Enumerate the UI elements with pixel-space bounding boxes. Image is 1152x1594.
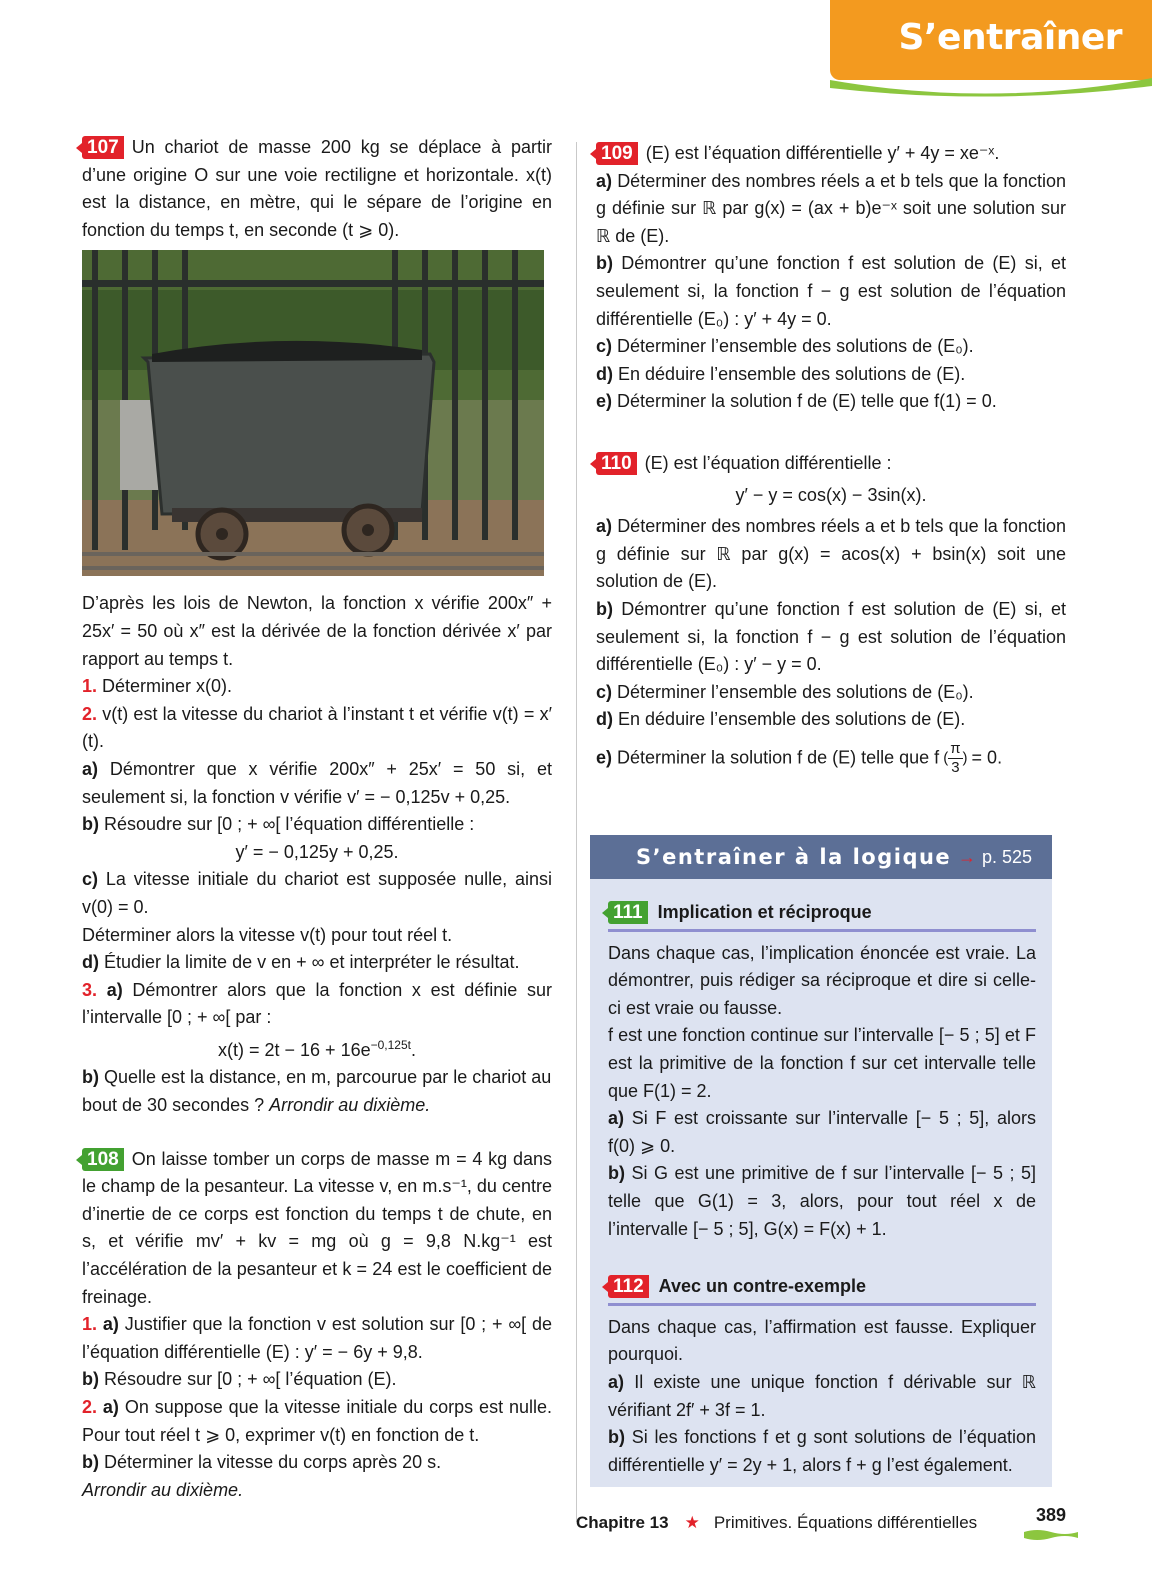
ex109-intro: 109 (E) est l’équation différentielle y′ + 4y = xe⁻ˣ. (596, 140, 1066, 168)
ex110-intro: 110 (E) est l’équation différentielle : (596, 450, 1066, 478)
ex107-q2b: b) Résoudre sur [0 ; + ∞[ l’équation différentielle : (82, 814, 475, 835)
footer-chapter: Chapitre 13 (576, 1513, 669, 1532)
ex110-e: e) Déterminer la solution f de (E) telle que f ( $\frac{\pi}{3}$ ) = 0. (596, 739, 1003, 776)
ex109-c: c) Déterminer l’ensemble des solutions de (E₀). (596, 336, 974, 357)
logic-page-ref[interactable]: → p. 525 (957, 847, 1032, 867)
ex107-q2b-equation: y′ = − 0,125y + 0,25. (235, 841, 399, 862)
banner-swoosh-graphic (830, 56, 1152, 108)
exercise-108 (82, 1146, 552, 1505)
ex108-q2a: 2. a) On suppose que la vitesse initiale du corps est nulle. Pour tout réel t ⩾ 0, exprimer v(t) en fonction de t. (82, 1397, 552, 1445)
section-title: S’entraîner (898, 17, 1122, 58)
ex112-header: 112 Avec un contre-exemple (608, 1273, 1036, 1306)
ex109-d: d) En déduire l’ensemble des solutions de (E). (596, 363, 966, 384)
exercise-number: 110 (596, 452, 637, 475)
ex107-q3a: 3. a) Démontrer alors que la fonction x est définie sur l’intervalle [0 ; + ∞[ par : (82, 979, 552, 1028)
page-number: 389 (1035, 1505, 1067, 1525)
ex110-b: b) Démontrer qu’une fonction f est solution de (E) si, et seulement si, la fonction f − g est solution de l’équation différentielle (E₀) : y′ − y = 0. (596, 598, 1066, 675)
ex111-header: 111 Implication et réciproque (608, 899, 1036, 932)
exercise-107 (82, 134, 552, 1120)
ex112-a: a) Il existe une unique fonction f dérivable sur ℝ vérifiant 2f′ + 3f = 1. (608, 1371, 1036, 1420)
ex111-intro: Dans chaque cas, l’implication énoncée est vraie. La démontrer, puis rédiger sa réciproque et dire si celle-ci est vraie ou fausse. (608, 942, 1036, 1018)
ex110-d: d) En déduire l’ensemble des solutions de (E). (596, 709, 966, 730)
exercise-111 (608, 899, 1036, 1243)
ex112-intro: Dans chaque cas, l’affirmation est fausse. Expliquer pourquoi. (608, 1316, 1036, 1365)
logic-body (608, 899, 1036, 1479)
ex111-b: b) Si G est une primitive de f sur l’intervalle [− 5 ; 5] telle que G(1) = 3, alors, pour tout réel x de l’intervalle [− 5 ; 5], G(x) = F(x) + 1. (608, 1163, 1036, 1239)
right-column (596, 140, 1066, 777)
mine-cart-photo (82, 250, 544, 576)
column-divider (576, 142, 577, 1522)
ex108-hint: Arrondir au dixième. (82, 1479, 244, 1500)
ex111-context: f est une fonction continue sur l’intervalle [− 5 ; 5] et F est la primitive de la fonction f sur cet intervalle telle que F(1) = 2. (608, 1025, 1036, 1101)
exercise-number: 107 (82, 136, 124, 159)
exercise-112 (608, 1273, 1036, 1479)
ex107-q2c-cont: Déterminer alors la vitesse v(t) pour tout réel t. (82, 924, 453, 945)
ex107-q2: 2. v(t) est la vitesse du chariot à l’instant t et vérifie v(t) = x′(t). (82, 703, 552, 752)
ex107-intro: 107 Un chariot de masse 200 kg se déplace à partir d’une origine O sur une voie rectiligne et horizontale. x(t) est la distance, en mètre, qui le sépare de l’origine en fonction du temps t, en seconde (t ⩾ 0). (82, 137, 552, 240)
arrow-right-icon: → (957, 847, 976, 867)
ex107-q1: 1. Déterminer x(0). (82, 676, 233, 697)
exercise-110 (596, 450, 1066, 777)
ex107-q2d: d) Étudier la limite de v en + ∞ et interpréter le résultat. (82, 952, 520, 973)
logic-title: S’entraîner à la logique (636, 845, 952, 869)
ex108-intro: 108 On laisse tomber un corps de masse m = 4 kg dans le champ de la pesanteur. La vitesse v, en m.s⁻¹, du centre d’inertie de ce corps est fonction du temps t de chute, en s, et vérifie mv′ + kv = mg où g = 9,8 N.kg⁻¹ est l’accélération de la pesanteur et k = 24 est le coefficient de freinage. (82, 1148, 552, 1307)
page-number-underline (1022, 1526, 1080, 1542)
ex112-b: b) Si les fonctions f et g sont solutions de l’équation différentielle y′ = 2y + 1, alors f + g l’est également. (608, 1427, 1036, 1475)
left-column (82, 134, 552, 1504)
exercise-109 (596, 140, 1066, 416)
ex108-q1a: 1. a) Justifier que la fonction v est solution sur [0 ; + ∞[ de l’équation différentielle (E) : y′ = − 6y + 9,8. (82, 1314, 552, 1362)
ex107-newton: D’après les lois de Newton, la fonction x vérifie 200x″ + 25x′ = 50 où x″ est la dérivée de la fonction dérivée x′ par rapport au temps t. (82, 593, 552, 669)
ex109-a: a) Déterminer des nombres réels a et b tels que la fonction g définie sur ℝ par g(x) = (ax + b)e⁻ˣ soit une solution sur ℝ de (E). (596, 170, 1066, 246)
exercise-number: 111 (608, 901, 648, 924)
logic-section (590, 835, 1052, 1487)
ex110-c: c) Déterminer l’ensemble des solutions de (E₀). (596, 681, 974, 702)
exercise-number: 112 (608, 1275, 649, 1298)
ex107-q2a: a) Démontrer que x vérifie 200x″ + 25x′ = 50 si, et seulement si, la fonction v vérifie v′ = − 0,125v + 0,25. (82, 758, 552, 807)
ex107-q2c: c) La vitesse initiale du chariot est supposée nulle, ainsi v(0) = 0. (82, 869, 552, 917)
ex108-q1b: b) Résoudre sur [0 ; + ∞[ l’équation (E). (82, 1369, 397, 1390)
ex109-b: b) Démontrer qu’une fonction f est solution de (E) si, et seulement si, la fonction f − g est solution de l’équation différentielle (E₀) : y′ + 4y = 0. (596, 253, 1066, 329)
logic-header (590, 835, 1052, 879)
ex110-a: a) Déterminer des nombres réels a et b tels que la fonction g définie sur ℝ par g(x) = acos(x) + bsin(x) soit une solution de (E). (596, 516, 1066, 592)
star-icon: ★ (684, 1513, 700, 1532)
ex107-q3b: b) Quelle est la distance, en m, parcourue par le chariot au bout de 30 secondes ? Arrondir au dixième. (82, 1067, 552, 1116)
page-footer (576, 1510, 1076, 1536)
ex111-a: a) Si F est croissante sur l’intervalle [− 5 ; 5], alors f(0) ⩾ 0. (608, 1108, 1036, 1156)
exercise-number: 108 (82, 1148, 124, 1171)
ex108-q2b: b) Déterminer la vitesse du corps après 20 s. (82, 1452, 442, 1473)
footer-title: Primitives. Équations différentielles (713, 1513, 978, 1532)
ex109-e: e) Déterminer la solution f de (E) telle que f(1) = 0. (596, 391, 997, 412)
exercise-number: 109 (596, 142, 638, 165)
ex107-q3a-equation: $x(t) = 2t - 16 + 16e^{-0,125t}$. (218, 1037, 416, 1060)
ex110-equation: y′ − y = cos(x) − 3sin(x). (735, 484, 927, 505)
